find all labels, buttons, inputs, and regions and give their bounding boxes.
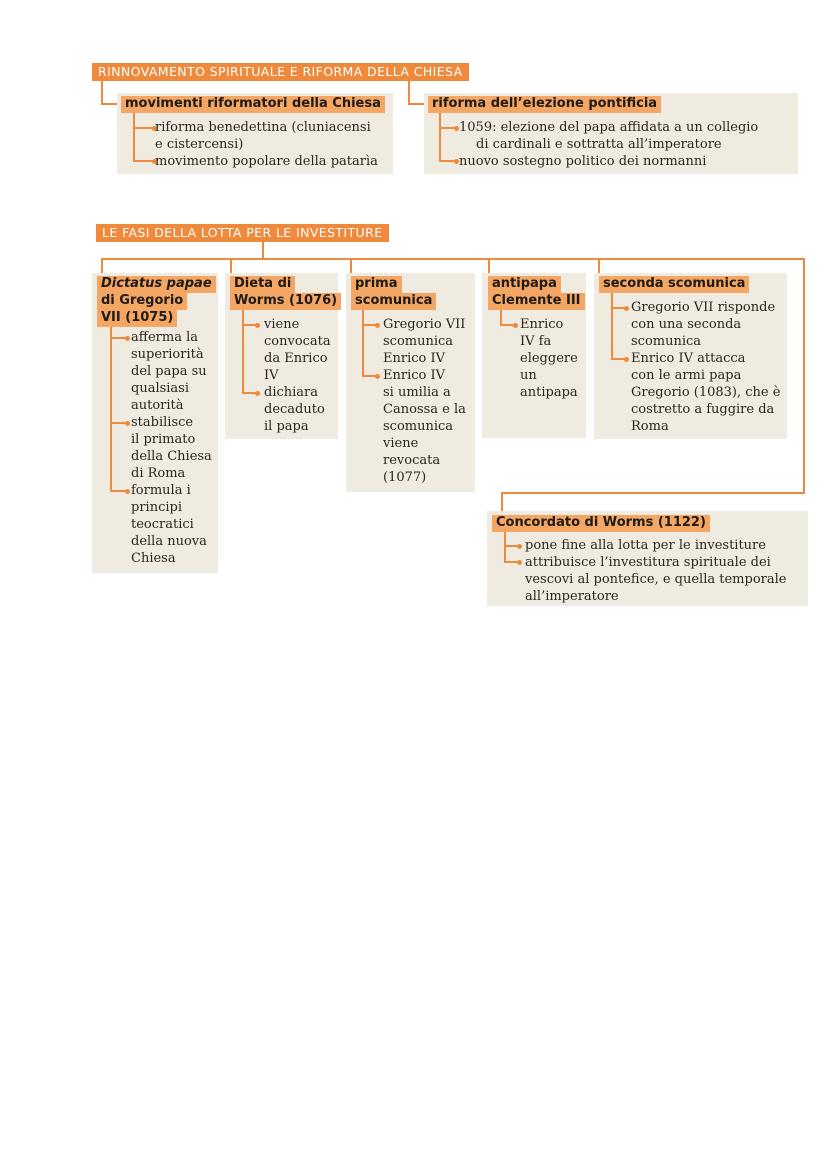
bullet-dot xyxy=(517,560,522,565)
bullet-tree-line xyxy=(439,113,441,161)
list-item-text: all’imperatore xyxy=(525,589,619,604)
list-item-text: superiorità xyxy=(131,347,204,362)
bullet-dot xyxy=(375,323,380,328)
list-item-text: il papa xyxy=(264,419,309,434)
bullet-tree-line xyxy=(611,293,613,359)
list-item-text: antipapa xyxy=(520,385,578,400)
list-item-text: Chiesa xyxy=(131,551,176,566)
list-item-text: 1059: elezione del papa affidata a un collegio xyxy=(459,120,759,135)
bullet-tree-line xyxy=(500,324,514,326)
list-item-text: del papa su xyxy=(131,364,207,379)
bullet-tree-line xyxy=(242,324,256,326)
header-dictatus-papae-line2: di Gregorio xyxy=(97,293,187,310)
list-item-text: IV fa xyxy=(520,334,552,349)
list-item-text: movimento popolare della patarìa xyxy=(155,154,378,169)
list-item-text: dichiara xyxy=(264,385,319,400)
section-title-lotta-investiture: LE FASI DELLA LOTTA PER LE INVESTITURE xyxy=(96,224,389,242)
list-item-text: di Roma xyxy=(131,466,186,481)
header-antipapa-clemente-line2: Clemente III xyxy=(488,293,585,310)
header-movimenti-riformatori: movimenti riformatori della Chiesa xyxy=(121,96,385,113)
list-item-text: formula i xyxy=(131,483,191,498)
bullet-tree-line xyxy=(362,310,364,376)
list-item-text: Gregorio VII xyxy=(383,317,466,332)
list-item-text: qualsiasi xyxy=(131,381,190,396)
bullet-tree-line xyxy=(133,160,153,162)
header-seconda-scomunica: seconda scomunica xyxy=(599,276,749,293)
list-item-text: (1077) xyxy=(383,470,427,485)
list-item-text: un xyxy=(520,368,537,383)
list-item-text: convocata xyxy=(264,334,331,349)
list-item-text: riforma benedettina (cluniacensi xyxy=(155,120,371,135)
list-item-text: Enrico IV xyxy=(383,368,445,383)
connector-line xyxy=(803,258,805,494)
header-concordato-worms: Concordato di Worms (1122) xyxy=(492,515,710,532)
header-dieta-worms: Dieta di xyxy=(230,276,295,293)
list-item-text: teocratici xyxy=(131,517,194,532)
header-antipapa-clemente: antipapa xyxy=(488,276,561,293)
list-item-text: Enrico IV attacca xyxy=(631,351,746,366)
list-item-text: Gregorio VII risponde xyxy=(631,300,776,315)
list-item-text: afferma la xyxy=(131,330,199,345)
header-dictatus-papae-italic: Dictatus papae xyxy=(101,276,212,291)
list-item-text: eleggere xyxy=(520,351,578,366)
bullet-dot xyxy=(125,489,130,494)
connector-line xyxy=(408,81,410,104)
list-item-text: pone fine alla lotta per le investiture xyxy=(525,538,766,553)
header-dictatus-papae-line3: VII (1075) xyxy=(97,310,177,327)
bullet-tree-line xyxy=(611,307,625,309)
list-item-text: con le armi papa xyxy=(631,368,742,383)
header-dictatus-papae xyxy=(97,276,216,293)
list-item-text: della Chiesa xyxy=(131,449,212,464)
bullet-tree-line xyxy=(362,375,376,377)
list-item-text: viene xyxy=(264,317,300,332)
list-item-text: viene xyxy=(383,436,419,451)
list-item-text: nuovo sostegno politico dei normanni xyxy=(459,154,707,169)
bullet-dot xyxy=(624,357,629,362)
bullet-tree-line xyxy=(110,490,126,492)
connector-line xyxy=(101,258,805,260)
list-item-text: vescovi al pontefice, e quella temporale xyxy=(525,572,787,587)
list-item-text: di cardinali e sottratta all’imperatore xyxy=(476,137,722,152)
header-prima-scomunica-line2: scomunica xyxy=(351,293,436,310)
list-item-text: scomunica xyxy=(383,334,454,349)
connector-line xyxy=(501,492,805,494)
bullet-tree-line xyxy=(242,392,256,394)
list-item-text: scomunica xyxy=(383,419,454,434)
list-item-text: da Enrico xyxy=(264,351,328,366)
list-item-text: revocata xyxy=(383,453,441,468)
bullet-tree-line xyxy=(242,310,244,393)
list-item-text: e cistercensi) xyxy=(155,137,244,152)
bullet-dot xyxy=(125,336,130,341)
connector-line xyxy=(101,81,103,104)
bullet-dot xyxy=(255,391,260,396)
bullet-dot xyxy=(517,544,522,549)
list-item-text: stabilisce xyxy=(131,415,194,430)
bullet-tree-line xyxy=(133,127,153,129)
list-item-text: con una seconda xyxy=(631,317,742,332)
bullet-dot xyxy=(255,323,260,328)
header-elezione-pontificia: riforma dell’elezione pontificia xyxy=(428,96,661,113)
list-item-text: IV xyxy=(264,368,279,383)
bullet-tree-line xyxy=(439,160,455,162)
bullet-tree-line xyxy=(611,358,625,360)
list-item-text: principi xyxy=(131,500,182,515)
bullet-tree-line xyxy=(110,422,126,424)
list-item-text: della nuova xyxy=(131,534,207,549)
list-item-text: autorità xyxy=(131,398,184,413)
bullet-dot xyxy=(125,421,130,426)
bullet-tree-line xyxy=(133,113,135,161)
section-title-rinnovamento: RINNOVAMENTO SPIRITUALE E RIFORMA DELLA CHIESA xyxy=(92,63,469,81)
list-item-text: decaduto xyxy=(264,402,325,417)
bullet-tree-line xyxy=(504,561,518,563)
list-item-text: si umilia a xyxy=(383,385,451,400)
bullet-tree-line xyxy=(439,127,455,129)
list-item-text: costretto a fuggire da xyxy=(631,402,775,417)
header-prima-scomunica: prima xyxy=(351,276,402,293)
bullet-tree-line xyxy=(504,545,518,547)
bullet-tree-line xyxy=(362,324,376,326)
list-item-text: il primato xyxy=(131,432,196,447)
list-item-text: attribuisce l’investitura spirituale dei xyxy=(525,555,771,570)
bullet-dot xyxy=(513,323,518,328)
bullet-dot xyxy=(375,374,380,379)
list-item-text: Gregorio (1083), che è xyxy=(631,385,781,400)
connector-line xyxy=(262,242,264,259)
bullet-tree-line xyxy=(110,337,126,339)
list-item-text: scomunica xyxy=(631,334,702,349)
list-item-text: Enrico IV xyxy=(383,351,445,366)
list-item-text: Roma xyxy=(631,419,669,434)
list-item-text: Enrico xyxy=(520,317,564,332)
bullet-tree-line xyxy=(110,327,112,491)
header-dieta-worms-line2: Worms (1076) xyxy=(230,293,341,310)
bullet-tree-line xyxy=(504,532,506,562)
bullet-dot xyxy=(624,306,629,311)
list-item-text: Canossa e la xyxy=(383,402,466,417)
